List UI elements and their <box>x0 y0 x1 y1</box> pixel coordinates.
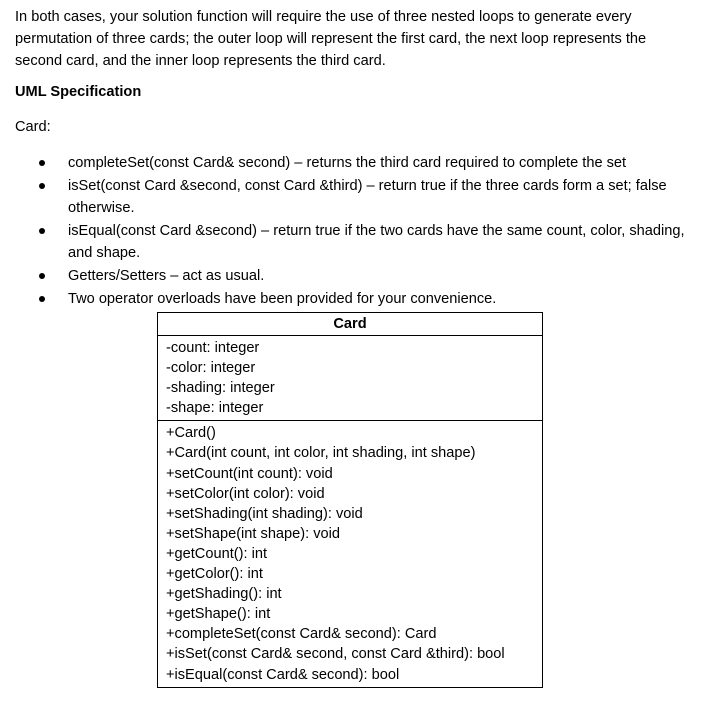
uml-class-box <box>157 312 543 688</box>
list-item <box>15 265 710 287</box>
method-description-list <box>15 152 710 311</box>
list-item <box>15 288 710 310</box>
list-item-text: isEqual(const Card &second) – return true if the two cards have the same count, color, shading, and shape. <box>68 223 685 261</box>
uml-method: +setShading(int shading): void <box>166 505 363 522</box>
intro-paragraph <box>15 6 705 72</box>
uml-method: +Card(int count, int color, int shading, int shape) <box>166 445 476 462</box>
uml-methods-section <box>158 421 542 686</box>
uml-method: +Card() <box>166 425 216 442</box>
uml-method: +getCount(): int <box>166 545 267 562</box>
uml-attributes-section <box>158 336 542 421</box>
uml-class-title: Card <box>158 313 542 336</box>
list-item-text: Two operator overloads have been provided for your convenience. <box>68 291 497 307</box>
uml-attribute: -count: integer <box>166 340 260 356</box>
bullet-icon <box>39 228 45 234</box>
uml-method: +setColor(int color): void <box>166 485 325 502</box>
list-item-text: completeSet(const Card& second) – returns the third card required to complete the set <box>68 155 627 171</box>
bullet-icon <box>39 160 45 166</box>
uml-method: +getShape(): int <box>166 606 271 623</box>
uml-method: +getShading(): int <box>166 586 282 603</box>
bullet-icon <box>39 183 45 189</box>
list-item-text: isSet(const Card &second, const Card &third) – return true if the three cards form a set; false otherwise. <box>68 178 667 216</box>
uml-attribute: -shading: integer <box>166 380 275 397</box>
uml-method: +setShape(int shape): void <box>166 525 341 542</box>
intro-line: In both cases, your solution function will require the use of three nested loops to generate every <box>15 9 632 25</box>
uml-specification-heading: UML Specification <box>15 84 142 100</box>
uml-method: +completeSet(const Card& second): Card <box>166 626 437 643</box>
list-item <box>15 175 710 219</box>
list-item <box>15 152 710 174</box>
uml-method: +isEqual(const Card& second): bool <box>166 666 400 683</box>
uml-attribute: -shape: integer <box>166 400 264 417</box>
intro-line: second card, and the inner loop represents the third card. <box>15 53 386 69</box>
uml-method: +setCount(int count): void <box>166 465 333 482</box>
list-item-text: Getters/Setters – act as usual. <box>68 268 265 284</box>
bullet-icon <box>39 273 45 279</box>
class-label: Card: <box>15 119 51 135</box>
uml-method: +getColor(): int <box>166 566 263 583</box>
list-item <box>15 220 710 264</box>
bullet-icon <box>39 296 45 302</box>
document-page <box>15 6 710 307</box>
uml-method: +isSet(const Card& second, const Card &third): bool <box>166 646 505 663</box>
intro-line: permutation of three cards; the outer loop will represent the first card, the next loop represents the <box>15 31 647 47</box>
uml-attribute: -color: integer <box>166 360 256 377</box>
